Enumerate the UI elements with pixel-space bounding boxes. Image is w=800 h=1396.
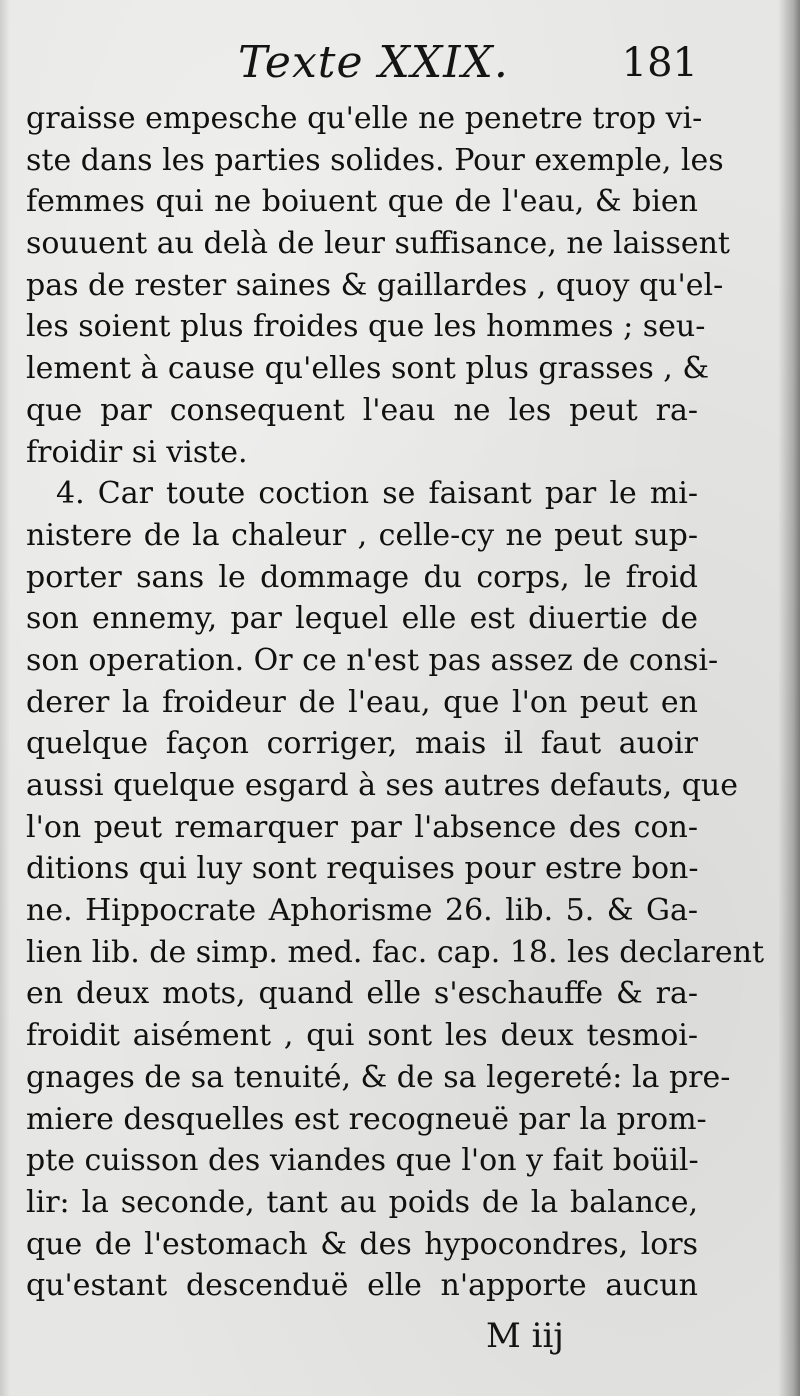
text-line: quelque façon corriger, mais il faut auoir	[26, 726, 698, 762]
text-line: qu'estant descenduë elle n'apporte aucun	[26, 1268, 698, 1304]
text-line: l'on peut remarquer par l'absence des con-	[26, 809, 698, 845]
running-title: Texte XXIX.	[238, 37, 509, 88]
text-line: froidit aisément , qui sont les deux tesmoi-	[26, 1018, 698, 1054]
text-line: miere desquelles est recogneuë par la prom-	[26, 1101, 707, 1137]
text-line: lir: la seconde, tant au poids de la balance,	[26, 1184, 698, 1220]
text-line: porter sans le dommage du corps, le froid	[26, 559, 698, 595]
text-line: ditions qui luy sont requises pour estre bon-	[26, 851, 699, 887]
text-line: froidir si viste.	[26, 434, 248, 470]
text-line: pas de rester saines & gaillardes , quoy qu'el-	[26, 267, 724, 303]
text-line: femmes qui ne boiuent que de l'eau, & bien	[26, 184, 698, 220]
page-number: 181	[621, 40, 698, 86]
page-header	[26, 34, 698, 92]
body-text	[26, 98, 765, 1307]
text-line: ne. Hippocrate Aphorisme 26. lib. 5. & Ga-	[26, 893, 698, 929]
text-line: aussi quelque esgard à ses autres defauts, que	[26, 768, 739, 803]
text-line: derer la froideur de l'eau, que l'on peut en	[26, 684, 698, 720]
text-line: graisse empesche qu'elle ne penetre trop vi-	[26, 101, 703, 136]
text-line: les soient plus froides que les hommes ; seu-	[26, 309, 706, 345]
text-line: lement à cause qu'elles sont plus grasses , &	[26, 351, 710, 387]
text-line: ste dans les parties solides. Pour exemple, les	[26, 142, 724, 178]
text-line: gnages de sa tenuité, & de sa legereté: la pre-	[26, 1059, 731, 1095]
text-line: nistere de la chaleur , celle-cy ne peut sup-	[26, 517, 698, 553]
text-line: que par consequent l'eau ne les peut ra-	[26, 392, 698, 428]
text-line: lien lib. de simp. med. fac. cap. 18. les declarent	[26, 934, 765, 970]
text-line: souuent au delà de leur suffisance, ne laissent	[26, 226, 730, 262]
text-line: son operation. Or ce n'est pas assez de consi-	[26, 642, 719, 678]
text-line: son ennemy, par lequel elle est diuertie de	[26, 601, 698, 637]
text-line: en deux mots, quand elle s'eschauffe & ra-	[26, 976, 698, 1012]
page-gutter-shadow	[0, 0, 10, 1396]
text-line: pte cuisson des viandes que l'on y fait boüil-	[26, 1143, 699, 1179]
signature-mark: M iij	[486, 1316, 564, 1356]
page-edge-shadow	[778, 0, 800, 1396]
text-line: 4. Car toute coction se faisant par le mi-	[56, 476, 698, 512]
text-line: que de l'estomach & des hypocondres, lors	[26, 1226, 698, 1262]
